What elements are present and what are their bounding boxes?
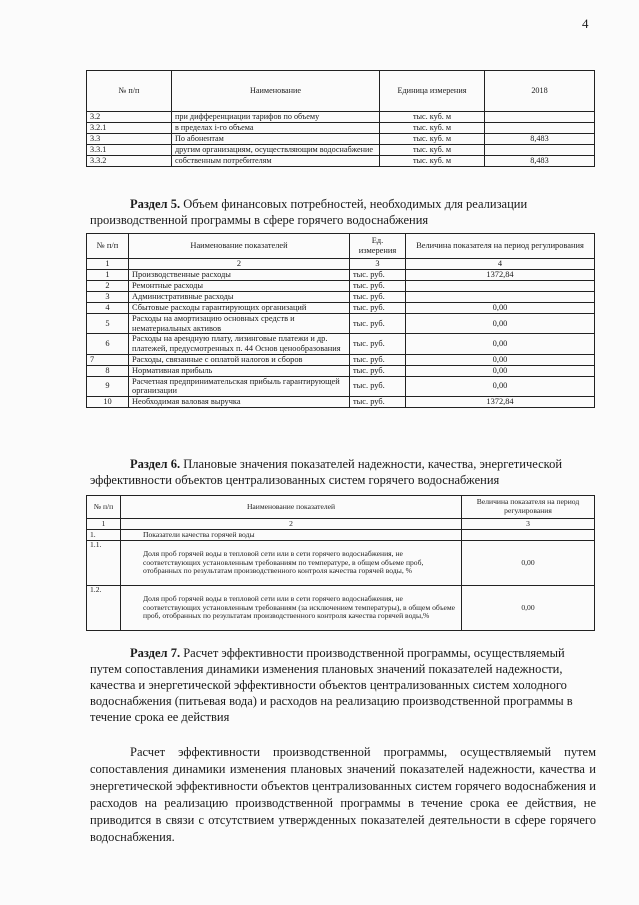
section6-label: Раздел 6.	[130, 457, 181, 471]
table-row	[87, 281, 595, 292]
cell-value	[485, 112, 595, 123]
cell-value	[462, 530, 595, 541]
cell-num: 3	[87, 292, 129, 303]
cell-num: 1	[87, 259, 129, 270]
cell-name: Производственные расходы	[129, 270, 350, 281]
cell-value	[485, 145, 595, 156]
cell-value	[406, 292, 595, 303]
cell-num: 7	[87, 354, 129, 365]
cell-unit: тыс. руб.	[350, 281, 406, 292]
table-row	[87, 145, 595, 156]
table-row	[87, 376, 595, 396]
cell-unit: тыс. руб.	[350, 354, 406, 365]
cell-unit: тыс. руб.	[350, 365, 406, 376]
conclusion-paragraph: Расчет эффективности производственной программы, осуществляемый путем сопоставления динамики изменения плановых значений показателей надежности, качества и энергетической эффективности объектов централизованных систем горячего водоснабжения и расходов на реализацию производственной программы в течение срока ее действия, не приводится в связи с отсутствием утвержденных показателей деятельности в сфере горячего водоснабжения.	[90, 745, 596, 844]
section6-heading	[90, 456, 596, 488]
cell-num: 3.3	[87, 134, 172, 145]
cell-num: 3.3.2	[87, 156, 172, 167]
cell-name: Сбытовые расходы гарантирующих организаций	[129, 303, 350, 314]
cell-num: 1	[87, 270, 129, 281]
cell-name: Расходы на амортизацию основных средств и нематериальных активов	[129, 314, 350, 334]
cell-name: Доля проб горячей воды в тепловой сети или в сети горячего водоснабжения, не соответствующих установленным требованиям (за исключением температуры), в общем объеме проб, отобранных по результатам производственного контроля качества горячей воды,%	[121, 586, 462, 631]
cell-name: Административные расходы	[129, 292, 350, 303]
cell-unit: тыс. руб.	[350, 270, 406, 281]
cell-num: 4	[406, 259, 595, 270]
cell-value	[485, 123, 595, 134]
table-row	[87, 156, 595, 167]
cell-num: 3	[350, 259, 406, 270]
cell-num: 4	[87, 303, 129, 314]
cell-name: Нормативная прибыль	[129, 365, 350, 376]
col-header-unit: Ед. измерения	[350, 234, 406, 259]
cell-name: Расходы на арендную плату, лизинговые платежи и др. платежей, предусмотренных п. 44 Основ ценообразования	[129, 334, 350, 354]
table-row	[87, 134, 595, 145]
table-row	[87, 303, 595, 314]
col-header-num: № п/п	[87, 234, 129, 259]
cell-num: 1.	[87, 530, 121, 541]
section5-title: Объем финансовых потребностей, необходимых для реализации производственной программы в сфере горячего водоснабжения	[90, 197, 528, 227]
table-row	[87, 365, 595, 376]
table-number-row	[87, 259, 595, 270]
page-number: 4	[582, 16, 589, 31]
cell-num: 6	[87, 334, 129, 354]
table-row	[87, 334, 595, 354]
cell-num: 3	[462, 519, 595, 530]
cell-unit: тыс. куб. м	[380, 145, 485, 156]
cell-value: 8,483	[485, 156, 595, 167]
table-row	[87, 112, 595, 123]
cell-value: 1372,84	[406, 396, 595, 407]
quality-table	[86, 495, 595, 631]
section5-label: Раздел 5.	[130, 197, 181, 211]
cell-unit: тыс. руб.	[350, 396, 406, 407]
cell-unit: тыс. руб.	[350, 292, 406, 303]
cell-value: 0,00	[406, 314, 595, 334]
cell-value: 0,00	[406, 354, 595, 365]
cell-unit: тыс. руб.	[350, 314, 406, 334]
cell-name: Показатели качества горячей воды	[121, 530, 462, 541]
cell-name: Расчетная предпринимательская прибыль гарантирующей организации	[129, 376, 350, 396]
col-header-value: Величина показателя на период регулирования	[462, 496, 595, 519]
cell-num: 9	[87, 376, 129, 396]
cell-value: 1372,84	[406, 270, 595, 281]
table-row	[87, 396, 595, 407]
col-header-name: Наименование показателей	[121, 496, 462, 519]
section7-title: Расчет эффективности производственной программы, осуществляемый путем сопоставления динамики изменения плановых значений показателей надежности, качества и энергетической эффективности объектов централизованных систем холодного водоснабжения (питьевая вода) и расходов на реализацию производственной программы в течение срока ее действия	[90, 646, 573, 724]
cell-num: 2	[129, 259, 350, 270]
cell-unit: тыс. руб.	[350, 376, 406, 396]
col-header-unit: Единица измерения	[380, 71, 485, 112]
cell-name: другим организациям, осуществляющим водоснабжение	[172, 145, 380, 156]
cell-num: 3.2	[87, 112, 172, 123]
cell-name: По абонентам	[172, 134, 380, 145]
cell-value: 0,00	[406, 376, 595, 396]
cell-name: Расходы, связанные с оплатой налогов и сборов	[129, 354, 350, 365]
cell-num: 2	[87, 281, 129, 292]
table-number-row	[87, 519, 595, 530]
cell-name: Доля проб горячей воды в тепловой сети или в сети горячего водоснабжения, не соответствующих установленным требованиям по температуре, в общем объеме проб, отобранных по результатам производственного контроля качества горячей воды, %	[121, 541, 462, 586]
table-row	[87, 123, 595, 134]
cell-unit: тыс. руб.	[350, 334, 406, 354]
cell-num: 10	[87, 396, 129, 407]
table-header-row	[87, 71, 595, 112]
cell-num: 3.3.1	[87, 145, 172, 156]
cell-name: Необходимая валовая выручка	[129, 396, 350, 407]
table-group-row	[87, 530, 595, 541]
cell-num: 1.2.	[87, 586, 121, 631]
col-header-year: 2018	[485, 71, 595, 112]
cell-value: 0,00	[406, 365, 595, 376]
cell-name: собственным потребителям	[172, 156, 380, 167]
cell-value: 0,00	[406, 334, 595, 354]
table-row	[87, 354, 595, 365]
cell-value: 0,00	[406, 303, 595, 314]
col-header-name: Наименование показателей	[129, 234, 350, 259]
cell-value: 0,00	[462, 541, 595, 586]
cell-name: Ремонтные расходы	[129, 281, 350, 292]
cell-value: 8,483	[485, 134, 595, 145]
cell-num: 5	[87, 314, 129, 334]
cell-num: 2	[121, 519, 462, 530]
cell-num: 8	[87, 365, 129, 376]
table-row	[87, 270, 595, 281]
col-header-value: Величина показателя на период регулирования	[406, 234, 595, 259]
section7-heading	[90, 645, 596, 725]
cell-num: 3.2.1	[87, 123, 172, 134]
section6-title: Плановые значения показателей надежности, качества, энергетической эффективности объектов централизованных систем горячего водоснабжения	[90, 457, 563, 487]
table-header-row	[87, 234, 595, 259]
col-header-num: № п/п	[87, 496, 121, 519]
table-row	[87, 586, 595, 631]
finance-table	[86, 233, 595, 408]
cell-unit: тыс. куб. м	[380, 156, 485, 167]
col-header-num: № п/п	[87, 71, 172, 112]
cell-num: 1.1.	[87, 541, 121, 586]
table-row	[87, 314, 595, 334]
cell-unit: тыс. руб.	[350, 303, 406, 314]
table-row	[87, 541, 595, 586]
col-header-name: Наименование	[172, 71, 380, 112]
section7-label: Раздел 7.	[130, 646, 181, 660]
table-row	[87, 292, 595, 303]
table-header-row	[87, 496, 595, 519]
cell-unit: тыс. куб. м	[380, 134, 485, 145]
cell-num: 1	[87, 519, 121, 530]
volume-table	[86, 70, 595, 167]
cell-value	[406, 281, 595, 292]
section5-heading	[90, 196, 596, 228]
cell-name: при дифференциации тарифов по объему	[172, 112, 380, 123]
cell-name: в пределах i-го объема	[172, 123, 380, 134]
cell-unit: тыс. куб. м	[380, 112, 485, 123]
cell-unit: тыс. куб. м	[380, 123, 485, 134]
cell-value: 0,00	[462, 586, 595, 631]
